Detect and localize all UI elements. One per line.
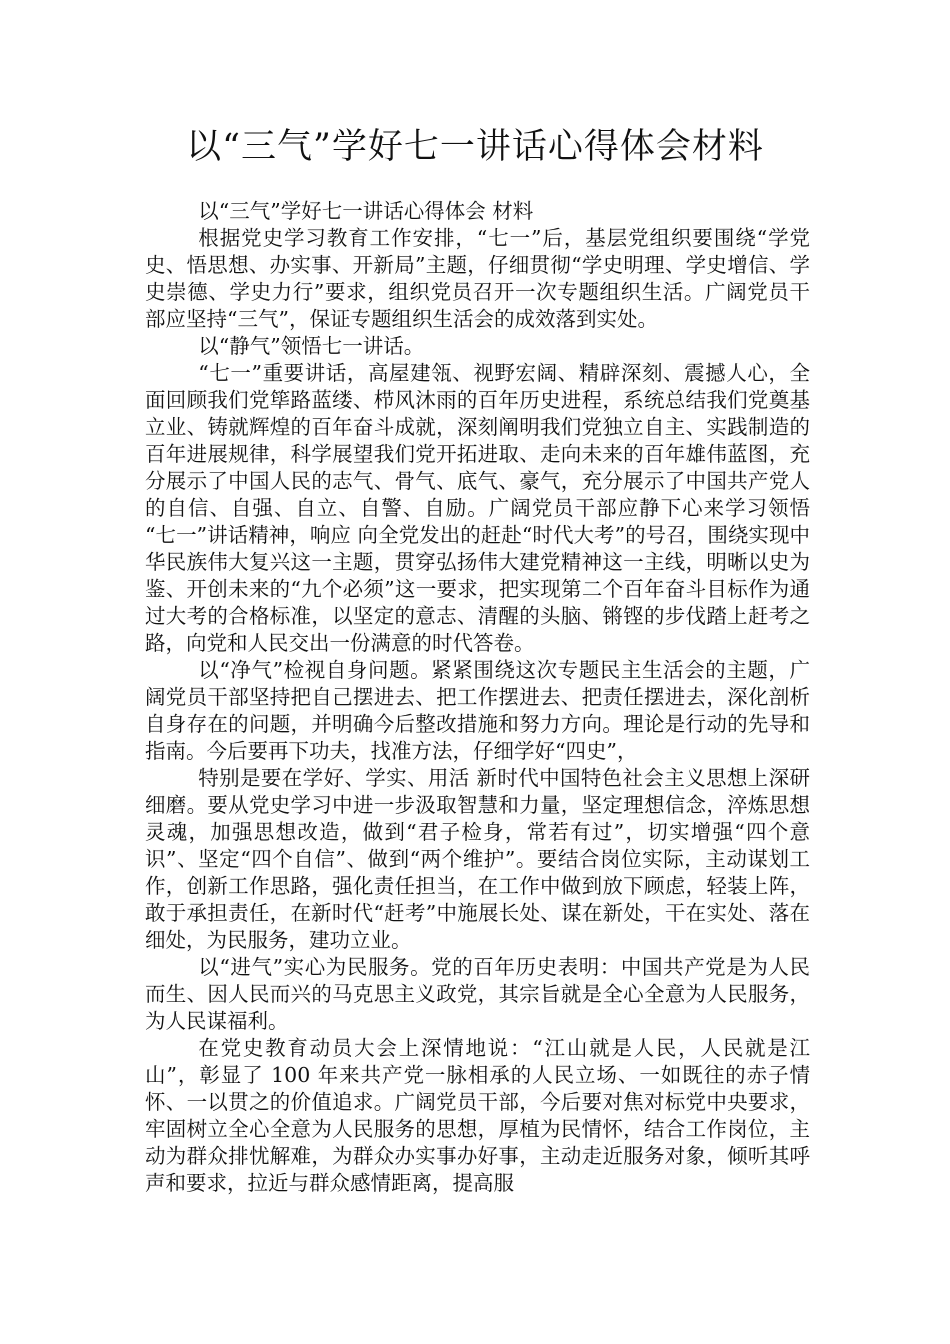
paragraph-intro: 根据党史学习教育工作安排，“七一”后，基层党组织要围绕“学党史、悟思想、办实事、开新局”主题，仔细贯彻“学史明理、学史增信、学史崇德、学史力行”要求，组织党员召开一次专题组织生活。广阔党员干部应坚持“三气”，保证专题组织生活会的成效落到实处。	[145, 226, 810, 331]
document-title: 以“三气”学好七一讲话心得体会材料	[186, 127, 764, 167]
paragraph-subtitle: 以“三气”学好七一讲话心得体会 材料	[198, 199, 534, 223]
paragraph-study-thought: 特别是要在学好、学实、用活 新时代中国特色社会主义思想上深研细磨。要从党史学习中进一步汲取智慧和力量，坚定理想信念，淬炼思想灵魂，加强思想改造，做到“君子检身，常若有过”，切实增强“四个意识”、坚定“四个自信”、做到“两个维护”。要结合岗位实际，主动谋划工作，创新工作思路，强化责任担当，在工作中做到放下顾虑，轻装上阵，敢于承担责任，在新时代“赶考”中施展长处、谋在新处，干在实处、落在细处，为民服务，建功立业。	[145, 766, 810, 952]
paragraph-serve-people: 在党史教育动员大会上深情地说：“江山就是人民，人民就是江山”，彰显了 100 年来共产党一脉相承的人民立场、一如既往的赤子情怀、一以贯之的价值追求。广阔党员干部，今后要对焦对标党中央要求，牢固树立全心全意为人民服务的思想，厚植为民情怀，结合工作岗位，主动为群众排忧解难，为群众办实事办好事，主动走近服务对象，倾听其呼声和要求，拉近与群众感情距离，提高服	[145, 1036, 810, 1195]
paragraph-speech-summary: “七一”重要讲话，高屋建瓴、视野宏阔、精辟深刻、震撼人心，全面回顾我们党筚路蓝缕、栉风沐雨的百年历史进程，系统总结我们党奠基立业、铸就辉煌的百年奋斗成就，深刻阐明我们党独立自主、实践制造的百年进展规律，科学展望我们党开拓进取、走向未来的百年雄伟蓝图，充分展示了中国人民的志气、骨气、底气、豪气，充分展示了中国共产党人的自信、自强、自立、自警、自励。广阔党员干部应静下心来学习领悟 “七一”讲话精神，响应 向全党发出的赶赴“时代大考”的号召，围绕实现中华民族伟大复兴这一主题，贯穿弘扬伟大建党精神这一主线，明晰以史为鉴、开创未来的“九个必须”这一要求，把实现第二个百年奋斗目标作为通过大考的合格标准，以坚定的意志、清醒的头脑、锵铿的步伐踏上赶考之路，向党和人民交出一份满意的时代答卷。	[145, 361, 810, 655]
paragraph-heading-jinqi: 以“进气”实心为民服务。党的百年历史表明：中国共产党是为人民而生、因人民而兴的马克思主义政党，其宗旨就是全心全意为人民服务，为人民谋福利。	[145, 955, 810, 1033]
paragraph-heading-jingqi: 以“静气”领悟七一讲话。	[198, 334, 425, 358]
document-body	[145, 198, 810, 1197]
paragraph-heading-jingqi-review: 以“净气”检视自身问题。紧紧围绕这次专题民主生活会的主题，广阔党员干部坚持把自己摆进去、把工作摆进去、把责任摆进去，深化剖析自身存在的问题，并明确今后整改措施和努力方向。理论是行动的先导和指南。今后要再下功夫，找准方法，仔细学好“四史”，	[145, 658, 810, 763]
